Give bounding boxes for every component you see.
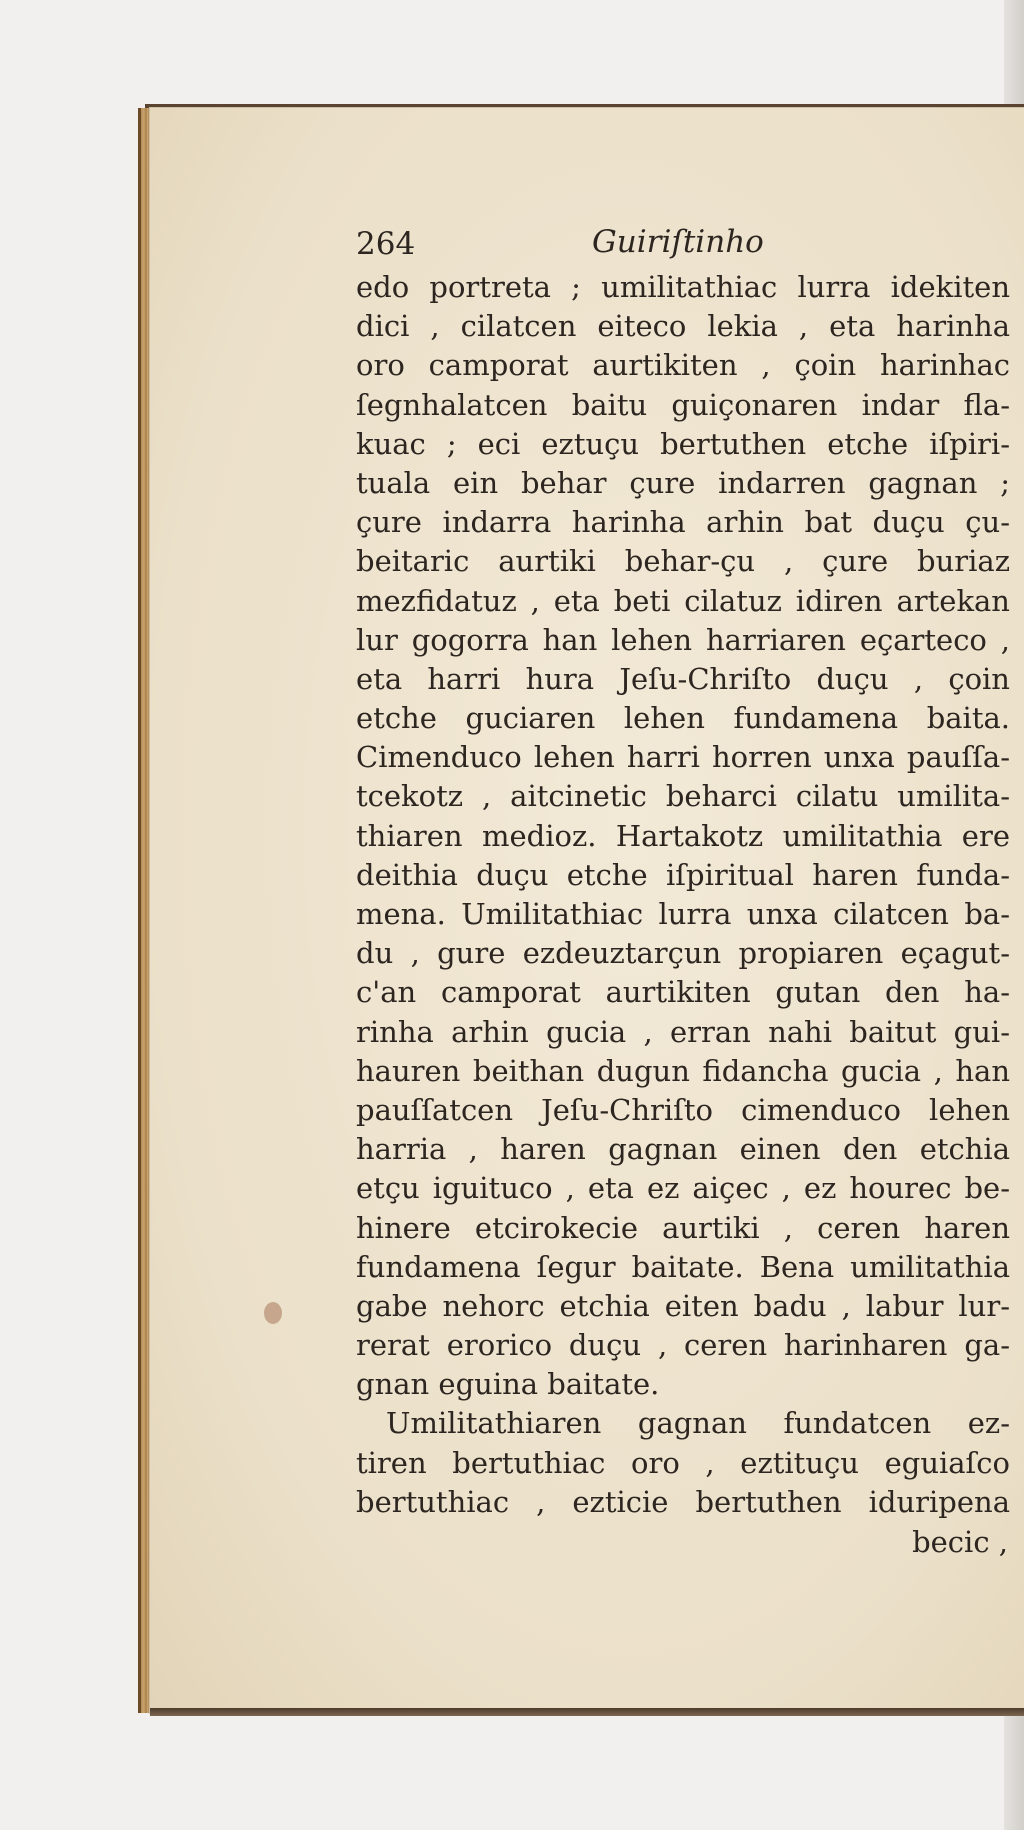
text-line: rerat erorico duçu , ceren harinharen ga- [356,1328,1010,1363]
text-line: etçu iguituco , eta ez aiçec , ez hourec be- [356,1171,1010,1206]
text-line: tcekotz , aitcinetic beharci cilatu umilita- [356,779,1010,814]
text-line: hauren beithan dugun fidancha gucia , han [356,1053,1010,1088]
page-text [356,220,1010,1562]
text-line: du , gure ezdeuztarçun propiaren eçagut- [356,936,1010,971]
text-line: çure indarra harinha arhin bat duçu çu- [356,505,1010,540]
ink-smudge [264,1302,282,1324]
text-line: deithia duçu etche iſpiritual haren funda- [356,857,1010,892]
text-line: etche guciaren lehen fundamena baita. [356,701,1010,736]
page-bottom-edge [150,1708,1024,1716]
text-line: lur gogorra han lehen harriaren eçarteco , [356,622,1010,657]
text-line: thiaren medioz. Hartakotz umilitathia ere [356,818,1010,853]
text-line: fundamena ſegur baitate. Bena umilitathia [356,1249,1010,1284]
text-line: kuac ; eci eztuçu bertuthen etche iſpiri- [356,426,1010,461]
text-line: gabe nehorc etchia eiten badu , labur lur- [356,1288,1010,1323]
running-title: Guiriſtinho [592,224,764,260]
text-line: mezfidatuz , eta beti cilatuz idiren artekan [356,583,1010,618]
text-line: pauſſatcen Jeſu-Chriſto cimenduco lehen [356,1092,1010,1127]
text-line: rinha arhin gucia , erran nahi baitut gui- [356,1014,1010,1049]
catchword: becic , [912,1525,1008,1559]
page-number: 264 [356,226,416,262]
text-line: edo portreta ; umilitathiac lurra idekiten [356,270,1010,304]
page-header [356,220,1010,268]
text-line: dici , cilatcen eiteco lekia , eta harinha [356,309,1010,344]
text-line: tuala ein behar çure indarren gagnan ; [356,465,1010,500]
text-line: beitaric aurtiki behar-çu , çure buriaz [356,544,1010,579]
paragraph-start-line: Umilitathiaren gagnan fundatcen ez- [386,1406,1010,1441]
text-line: gnan eguina baitate. [356,1367,660,1402]
text-line: oro camporat aurtikiten , çoin harinhac [356,348,1010,383]
text-line: c'an camporat aurtikiten gutan den ha- [356,975,1010,1010]
text-line: eta harri hura Jeſu-Chriſto duçu , çoin [356,661,1010,696]
text-line: tiren bertuthiac oro , eztituçu eguiaſco [356,1445,1010,1480]
text-line: ſegnhalatcen baitu guiçonaren indar fla- [356,387,1010,422]
text-line: Cimenduco lehen harri horren unxa pauſſa- [356,740,1010,775]
text-line: harria , haren gagnan einen den etchia [356,1132,1010,1167]
text-line: bertuthiac , ezticie bertuthen iduripena [356,1484,1010,1519]
text-line: hinere etcirokecie aurtiki , ceren haren [356,1210,1010,1245]
text-line: mena. Umilitathiac lurra unxa cilatcen ba- [356,897,1010,931]
